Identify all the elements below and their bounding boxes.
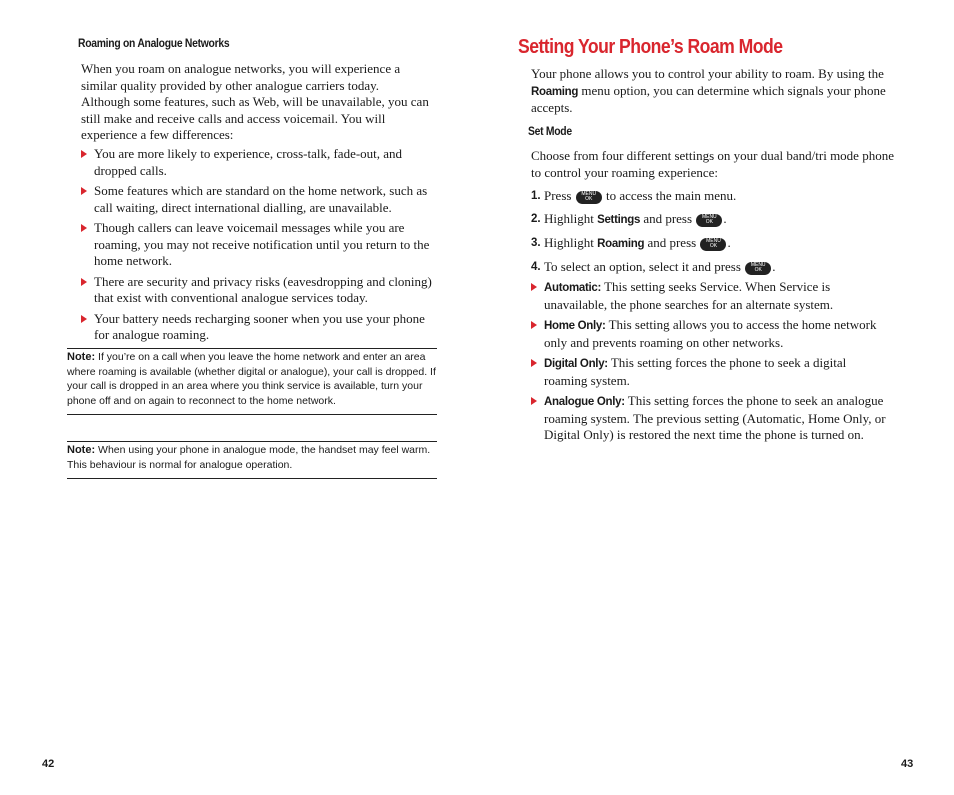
option-analogue-only: Analogue Only: This setting forces the phone to seek an analogue roaming system. The previous setting (Automatic, Home Only, or Digital Only) is restored the next time the phone is turned on. [517, 393, 887, 444]
step-4: 4. To select an option, select it and press MENU OK . [531, 259, 776, 274]
note-text: If you’re on a call when you leave the home network and enter an area where roaming is available (whether digital or analogue), your call is dropped. If your call is dropped in an area where you think service is available, turn your phone off and on again to reconnect to the home network. [67, 351, 436, 407]
page-number-right: 43 [901, 758, 914, 770]
note-handset-warm [67, 441, 437, 479]
roaming-term: Roaming [531, 85, 579, 98]
red-arrow-icon [531, 397, 537, 405]
difference-list [67, 146, 437, 348]
step-1: 1. Press MENU OK to access the main menu. [531, 188, 737, 203]
set-mode-heading: Set Mode [528, 126, 572, 138]
right-page [517, 0, 914, 795]
red-arrow-icon [81, 224, 87, 232]
left-page [42, 0, 437, 795]
roam-intro: Your phone allows you to control your ability to roam. By using the Roaming menu option, you can determine which signals your phone accepts. [531, 66, 886, 115]
note-label: Note: [67, 444, 96, 456]
intro-paragraph: When you roam on analogue networks, you will experience a similar quality provided by other analogue carriers today. Although some features, such as Web, will be unavailable, you can still make and receive calls and access voicemail. You will experience a few differences: [81, 61, 429, 142]
red-arrow-icon [81, 187, 87, 195]
option-home-only: Home Only: This setting allows you to access the home network only and prevents roaming on other networks. [517, 317, 887, 351]
list-item: Though callers can leave voicemail messages while you are roaming, you may not receive notification until you return to the home network. [67, 220, 437, 270]
list-item: There are security and privacy risks (eavesdropping and cloning) that exist with conventional analogue services today. [67, 274, 437, 307]
menu-ok-key-icon: MENU OK [745, 262, 771, 275]
note-roaming-drop [67, 348, 437, 415]
red-arrow-icon [81, 278, 87, 286]
list-item: Your battery needs recharging sooner when you use your phone for analogue roaming. [67, 311, 437, 344]
red-arrow-icon [81, 150, 87, 158]
page-title: Setting Your Phone’s Roam Mode [518, 36, 783, 58]
step-3: 3. Highlight Roaming and press MENU OK . [531, 235, 731, 250]
page-number-left: 42 [42, 758, 55, 770]
menu-ok-key-icon: MENU OK [696, 214, 722, 227]
red-arrow-icon [531, 321, 537, 329]
option-automatic: Automatic: This setting seeks Service. When Service is unavailable, the phone searches for an alternate system. [517, 279, 887, 313]
red-arrow-icon [531, 359, 537, 367]
mode-intro: Choose from four different settings on your dual band/tri mode phone to control your roaming experience: [531, 148, 894, 180]
note-label: Note: [67, 351, 96, 363]
list-item: You are more likely to experience, cross-talk, fade-out, and dropped calls. [67, 146, 437, 179]
option-digital-only: Digital Only: This setting forces the phone to seek a digital roaming system. [517, 355, 887, 389]
menu-ok-key-icon: MENU OK [576, 191, 602, 204]
section-heading: Roaming on Analogue Networks [78, 38, 230, 50]
menu-ok-key-icon: MENU OK [700, 238, 726, 251]
list-item: Some features which are standard on the home network, such as call waiting, direct international dialling, are unavailable. [67, 183, 437, 216]
note-text: When using your phone in analogue mode, the handset may feel warm. This behaviour is normal for analogue operation. [67, 444, 431, 471]
roam-options-list [517, 279, 887, 448]
step-2: 2. Highlight Settings and press MENU OK . [531, 211, 727, 226]
red-arrow-icon [531, 283, 537, 291]
red-arrow-icon [81, 315, 87, 323]
